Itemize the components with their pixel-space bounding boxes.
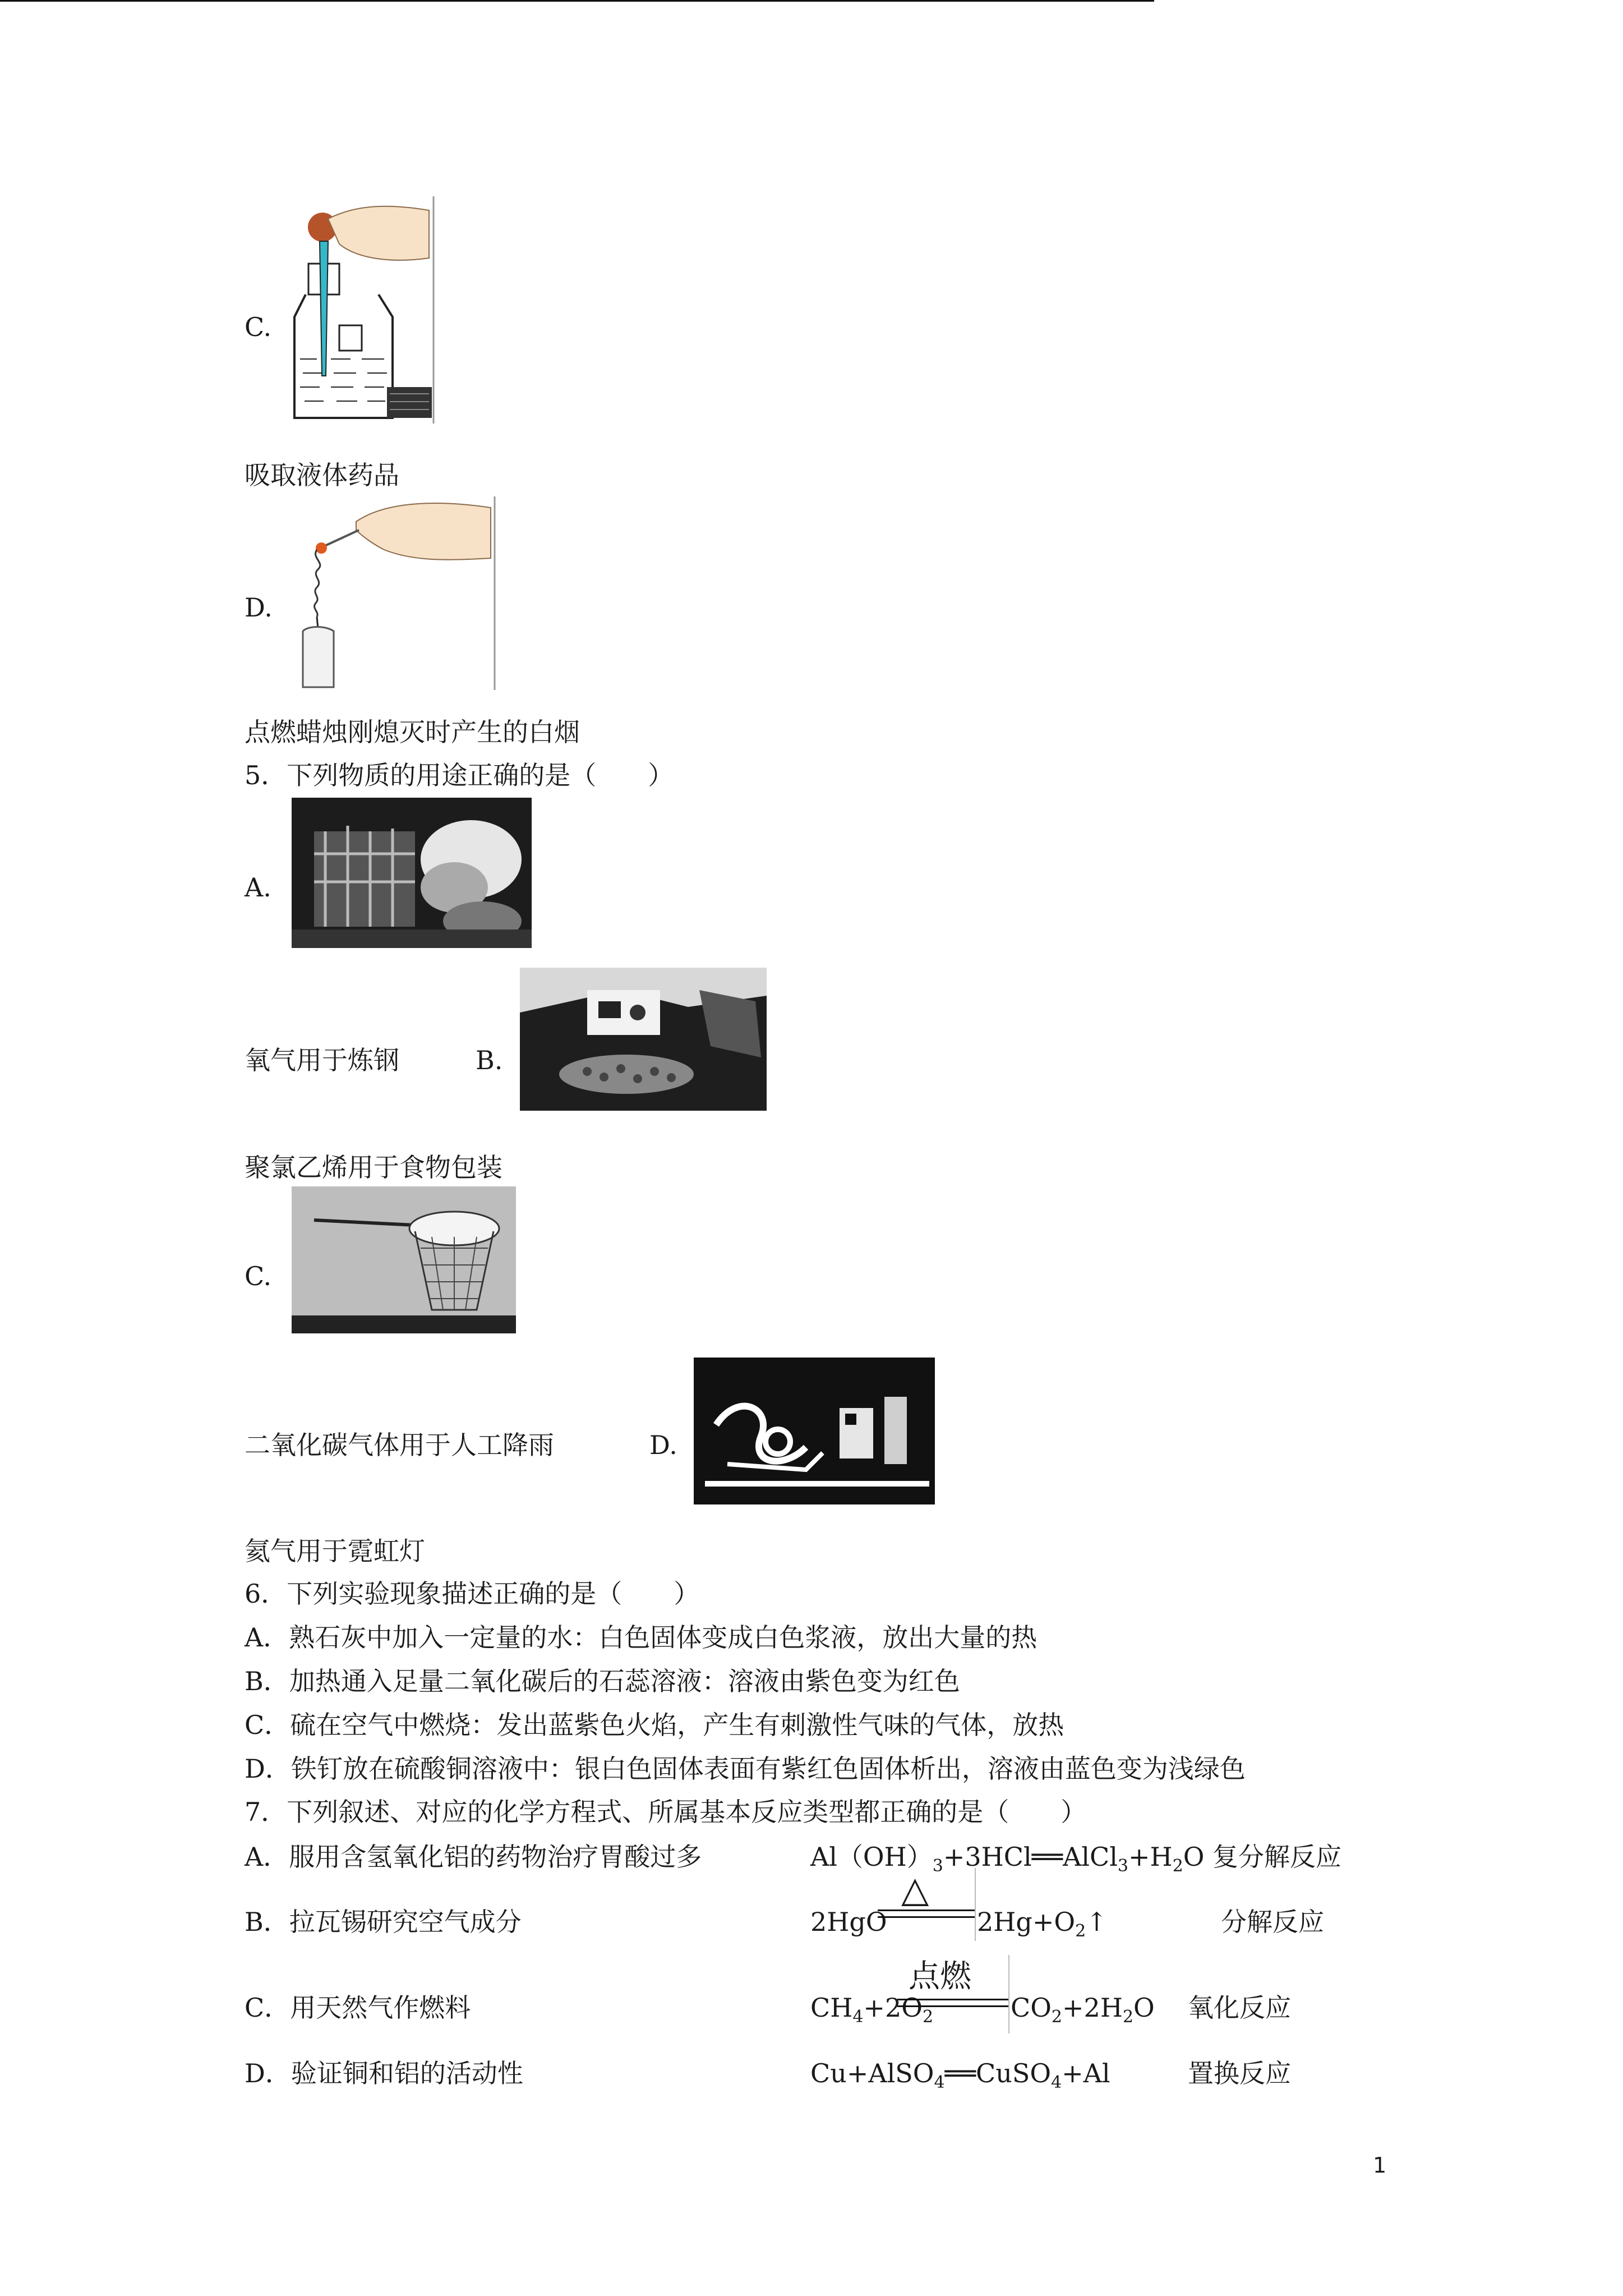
food-packaging-photo: [520, 968, 767, 1111]
q7-option-c-condition-box: [897, 1955, 1009, 2033]
q6-option-d: D．铁钉放在硫酸铜溶液中：银白色固体表面有紫红色固体析出，溶液由蓝色变为浅绿色: [245, 1754, 1246, 1784]
q6-option-a: A．熟石灰中加入一定量的水：白色固体变成白色浆液，放出大量的热: [245, 1622, 1038, 1653]
q5-option-c-label: C.: [245, 1261, 272, 1291]
ignite-condition: 点燃: [909, 1958, 971, 1995]
heat-triangle-icon: △: [901, 1869, 929, 1911]
q7-stem: 7．下列叙述、对应的化学方程式、所属基本反应类型都正确的是（ ）: [245, 1797, 1087, 1827]
q6-option-c: C．硫在空气中燃烧：发出蓝紫色火焰，产生有刺激性气味的气体，放热: [245, 1710, 1064, 1740]
q6-stem: 6．下列实验现象描述正确的是（ ）: [245, 1579, 700, 1609]
q5-option-a-caption: 氧气用于炼钢: [245, 1045, 399, 1075]
q7-option-b-condition-box: [878, 1868, 976, 1941]
dropper-bottle-figure: [289, 196, 435, 424]
q7-option-b-desc: B．拉瓦锡研究空气成分: [245, 1907, 522, 1937]
q7-option-c-product: $CO_2+2H_2O$: [1011, 1993, 1155, 2027]
q6-option-b: B．加热通入足量二氧化碳后的石蕊溶液：溶液由紫色变为红色: [245, 1666, 960, 1696]
candle-smoke-figure: [289, 496, 496, 690]
q4-option-c-caption: 吸取液体药品: [245, 460, 399, 490]
q7-option-c-desc: C．用天然气作燃料: [245, 1993, 471, 2023]
q5-option-a-label: A.: [245, 872, 271, 903]
q5-option-c-caption: 二氧化碳气体用于人工降雨: [245, 1430, 554, 1460]
page-number: 1: [1373, 2153, 1387, 2178]
q4-option-d-label: D.: [245, 592, 273, 623]
q5-option-d-label: D.: [649, 1430, 677, 1460]
q5-option-b-caption: 聚氯乙烯用于食物包装: [245, 1152, 502, 1182]
steel-mill-photo: [292, 798, 532, 948]
header-rule: [0, 0, 1154, 2]
q7-option-d-type: 置换反应: [1188, 2058, 1291, 2088]
q7-option-b-product: $2Hg+O_2↑$: [977, 1907, 1108, 1941]
q7-option-b-type: 分解反应: [1221, 1907, 1324, 1937]
q7-option-a-type: 复分解反应: [1212, 1842, 1341, 1872]
q5-stem: 5．下列物质的用途正确的是（ ）: [245, 760, 674, 790]
q7-option-a-desc: A．服用含氢氧化铝的药物治疗胃酸过多: [245, 1842, 702, 1872]
q7-option-a-equation: $Al(OH)_3+3HCl══AlCl_3+H_2O$: [810, 1842, 1205, 1876]
q5-option-d-caption: 氦气用于霓虹灯: [245, 1536, 425, 1566]
q7-option-d-desc: D．验证铜和铝的活动性: [245, 2058, 523, 2088]
q5-option-b-label: B.: [476, 1045, 503, 1075]
q7-option-c-reactant: $CH_4+2O_2$: [810, 1993, 934, 2027]
q7-option-c-type: 氧化反应: [1188, 1993, 1291, 2023]
q7-option-d-equation: Cu+AlSO$_4$══CuSO$_4$+Al: [810, 2058, 1110, 2092]
q4-option-d-caption: 点燃蜡烛刚熄灭时产生的白烟: [245, 717, 580, 747]
q7-option-b-reactant: 2HgO: [810, 1907, 887, 1937]
neon-light-photo: [694, 1358, 935, 1504]
q4-option-c-label: C.: [245, 312, 272, 342]
dry-ice-photo: [292, 1186, 516, 1333]
